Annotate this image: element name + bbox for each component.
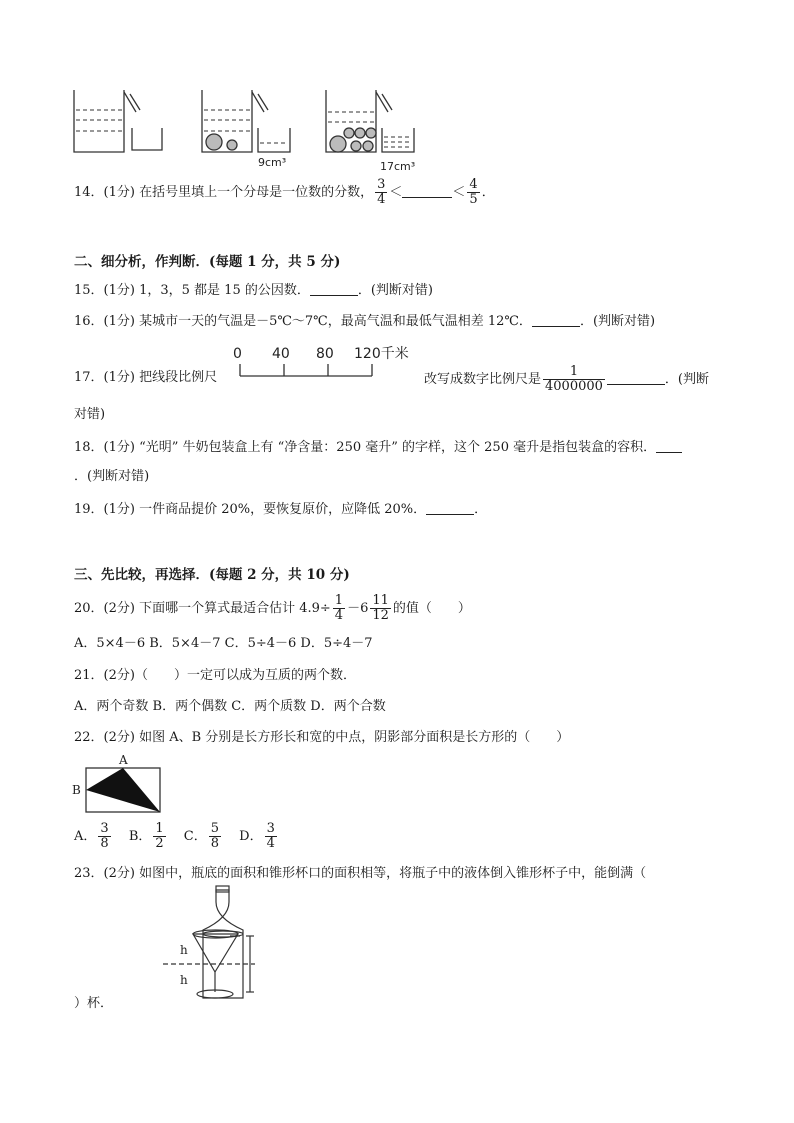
cone-cup (193, 934, 238, 972)
bottle-and-cup-figure (100, 884, 270, 1004)
answer-blank-15[interactable] (310, 282, 358, 296)
volume-label-1: 9cm³ (258, 156, 287, 169)
question-21-options: A．两个奇数 B．两个偶数 C．两个质数 D．两个合数 (74, 699, 386, 714)
container-1 (74, 90, 124, 152)
answer-blank-19[interactable] (426, 501, 474, 515)
question-15: 15．(1分) 1，3，5 都是 15 的公因数． ．(判断对错) (74, 283, 433, 298)
option-c-fraction: $\frac{5}{8}$ (210, 821, 220, 851)
question-16: 16．(1分) 某城市一天的气温是－5℃～7℃，最高气温和最低气温相差 12℃． ．(判断对错) (74, 314, 656, 329)
question-17-line2: 对错) (74, 407, 106, 422)
question-14-text: 14．(1分) 在括号里填上一个分母是一位数的分数， (74, 185, 374, 200)
question-22: 22．(2分) 如图 A、B 分别是长方形长和宽的中点，阴影部分面积是长方形的（ ） (74, 730, 570, 745)
fraction-3-4: $\frac{3}{4}$ (377, 177, 386, 207)
less-than-sign: ＜ (389, 185, 403, 200)
bottle-cap (216, 886, 229, 892)
answer-blank-14[interactable] (402, 184, 452, 198)
question-19: 19．(1分) 一件商品提价 20%，要恢复原价，应降低 20%． ． (74, 502, 488, 517)
fraction-4-5: $\frac{4}{5}$ (469, 177, 478, 207)
option-b-fraction: $\frac{1}{2}$ (155, 821, 164, 851)
question-17-part2: 改写成数字比例尺是 $\frac{1}{4000000}$ ．(判断 (424, 364, 709, 394)
beaker-2 (258, 128, 290, 152)
question-17-text: 17．(1分) 把线段比例尺 (74, 370, 218, 385)
question-14: 14．(1分) 在括号里填上一个分母是一位数的分数， $\frac{3}{4}$ ＜ ＜ $\frac{4}{5}$ ． (74, 177, 495, 207)
question-22-options: A． $\frac{3}{8}$ B． $\frac{1}{2}$ C． $\frac{5}{8}$ D． $\frac{3}{4}$ (74, 821, 275, 851)
fraction-1-4000000: $\frac{1}{4000000}$ (545, 364, 603, 394)
option-d-fraction: $\frac{3}{4}$ (266, 821, 275, 851)
fraction-1-4: $\frac{1}{4}$ (334, 593, 344, 623)
scale-label-80: 80 (316, 346, 334, 362)
question-18-line2: ．(判断对错) (74, 469, 150, 484)
fraction-11-12: $\frac{11}{12}$ (372, 593, 389, 623)
question-20: 20．(2分) 下面哪一个算式最适合估计 4.9÷ $\frac{1}{4}$ －6 $\frac{11}{12}$ 的值（ ） (74, 593, 471, 623)
line-scale-figure (228, 340, 428, 390)
bottle (203, 890, 243, 998)
height-label-top: h (180, 943, 188, 957)
scale-label-120: 120千米 (354, 346, 409, 362)
point-b-label: B (72, 783, 81, 797)
point-a-label: A (119, 753, 128, 767)
question-20-options: A．5×4－6 B．5×4－7 C．5÷4－6 D．5÷4－7 (74, 636, 373, 651)
option-a-fraction: $\frac{3}{8}$ (100, 821, 109, 851)
beaker-3 (382, 128, 414, 152)
shaded-triangle (86, 768, 160, 812)
question-21: 21．(2分)（ ）一定可以成为互质的两个数． (74, 668, 356, 683)
answer-blank-18[interactable] (656, 439, 682, 453)
answer-blank-17[interactable] (607, 371, 665, 385)
question-18: 18．(1分) “光明” 牛奶包装盒上有 “净含量：250 毫升” 的字样，这个 250 毫升是指包装盒的容积． (74, 439, 682, 456)
answer-blank-16[interactable] (532, 313, 580, 327)
scale-label-40: 40 (272, 346, 290, 362)
question-23: 23．(2分) 如图中，瓶底的面积和锥形杯口的面积相等，将瓶子中的液体倒入锥形杯子中，能倒满（ (74, 866, 647, 881)
section-3-title: 三、先比较，再选择．(每题 2 分，共 10 分) (74, 567, 350, 583)
less-than-sign: ＜ (452, 185, 466, 200)
question-23-line2: ）杯． (74, 996, 114, 1011)
scale-label-0: 0 (233, 346, 242, 362)
height-label-bottom: h (180, 973, 188, 987)
volume-label-2: 17cm³ (380, 160, 416, 173)
beaker-1 (132, 128, 162, 150)
container-figure (0, 0, 794, 180)
section-2-title: 二、细分析，作判断．(每题 1 分，共 5 分) (74, 254, 341, 270)
rectangle-figure (70, 750, 180, 820)
